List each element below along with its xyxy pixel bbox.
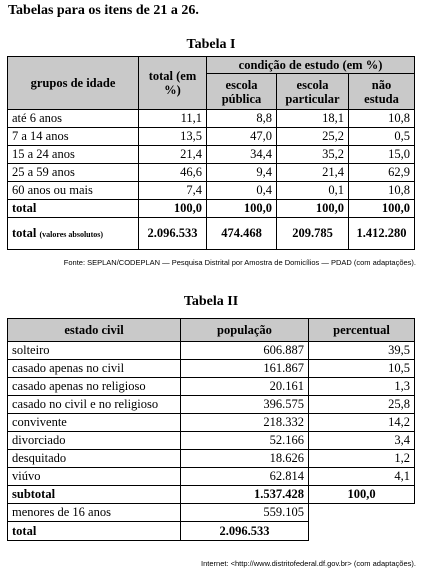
subtotal-label: subtotal	[8, 486, 181, 504]
header-private-school: escola particular	[277, 74, 349, 110]
cell-public: 0,4	[207, 182, 277, 200]
table2-source: Internet: <http://www.distritofederal.df.gov.br> (com adaptações).	[201, 559, 416, 568]
header-age-groups: grupos de idade	[8, 57, 139, 110]
row-label: 60 anos ou mais	[8, 182, 139, 200]
table-row	[8, 146, 415, 164]
table-row	[8, 110, 415, 128]
cell-percentage: 1,2	[309, 450, 415, 468]
cell-public: 474.468	[207, 218, 277, 250]
cell-private: 100,0	[277, 200, 349, 218]
grand-total-row	[8, 522, 415, 541]
cell-total: 2.096.533	[139, 218, 207, 250]
cell-percentage: 100,0	[309, 486, 415, 504]
cell-total: 13,5	[139, 128, 207, 146]
row-label: 7 a 14 anos	[8, 128, 139, 146]
total-label: total	[8, 200, 139, 218]
cell-percentage: 10,5	[309, 360, 415, 378]
cell-not-studying: 10,8	[349, 110, 415, 128]
header-not-studying: não estuda	[349, 74, 415, 110]
cell-public: 34,4	[207, 146, 277, 164]
cell-private: 25,2	[277, 128, 349, 146]
cell-private: 209.785	[277, 218, 349, 250]
table-row	[8, 378, 415, 396]
cell-percentage: 4,1	[309, 468, 415, 486]
table1-source: Fonte: SEPLAN/CODEPLAN — Pesquisa Distrital por Amostra de Domicílios — PDAD (com adaptações).	[63, 258, 416, 267]
subtotal-row	[8, 486, 415, 504]
table-row	[8, 450, 415, 468]
row-label: 15 a 24 anos	[8, 146, 139, 164]
absolute-label-small: (valores absolutos)	[39, 229, 104, 239]
cell-population: 52.166	[181, 432, 309, 450]
cell-population: 161.867	[181, 360, 309, 378]
cell-not-studying: 10,8	[349, 182, 415, 200]
row-label: casado apenas no religioso	[8, 378, 181, 396]
cell-private: 18,1	[277, 110, 349, 128]
cell-private: 21,4	[277, 164, 349, 182]
absolute-values-row	[8, 218, 415, 250]
table-row	[8, 396, 415, 414]
minors-label: menores de 16 anos	[8, 504, 181, 522]
row-label: convivente	[8, 414, 181, 432]
cell-percentage: 3,4	[309, 432, 415, 450]
cell-population: 18.626	[181, 450, 309, 468]
cell-not-studying: 62,9	[349, 164, 415, 182]
table-row	[8, 342, 415, 360]
cell-private: 35,2	[277, 146, 349, 164]
absolute-label: total (valores absolutos)	[8, 218, 139, 250]
cell-population: 2.096.533	[181, 522, 309, 541]
header-total-pct: total (em %)	[139, 57, 207, 110]
cell-percentage: 39,5	[309, 342, 415, 360]
table-row	[8, 360, 415, 378]
section-heading: Tabelas para os itens de 21 a 26.	[8, 3, 199, 18]
cell-total: 100,0	[139, 200, 207, 218]
row-label: 25 a 59 anos	[8, 164, 139, 182]
cell-percentage: 1,3	[309, 378, 415, 396]
row-label: solteiro	[8, 342, 181, 360]
table-row	[8, 414, 415, 432]
row-label: até 6 anos	[8, 110, 139, 128]
cell-population: 20.161	[181, 378, 309, 396]
cell-not-studying: 1.412.280	[349, 218, 415, 250]
table2-title: Tabela II	[183, 294, 239, 309]
cell-public: 9,4	[207, 164, 277, 182]
table2	[7, 318, 415, 541]
cell-private: 0,1	[277, 182, 349, 200]
cell-population: 559.105	[181, 504, 309, 522]
table1	[7, 56, 415, 250]
minors-row	[8, 504, 415, 522]
row-label: divorciado	[8, 432, 181, 450]
empty-cell	[309, 504, 415, 522]
header-study-condition: condição de estudo (em %)	[207, 57, 415, 74]
cell-percentage: 14,2	[309, 414, 415, 432]
table-row	[8, 432, 415, 450]
header-population: população	[181, 319, 309, 342]
cell-total: 21,4	[139, 146, 207, 164]
row-label: casado apenas no civil	[8, 360, 181, 378]
cell-not-studying: 15,0	[349, 146, 415, 164]
row-label: viúvo	[8, 468, 181, 486]
cell-percentage: 25,8	[309, 396, 415, 414]
header-percentage: percentual	[309, 319, 415, 342]
row-label: casado no civil e no religioso	[8, 396, 181, 414]
table1-title: Tabela I	[186, 37, 236, 52]
cell-total: 7,4	[139, 182, 207, 200]
total-row	[8, 200, 415, 218]
cell-population: 396.575	[181, 396, 309, 414]
table-row	[8, 182, 415, 200]
cell-total: 46,6	[139, 164, 207, 182]
header-public-school: escola pública	[207, 74, 277, 110]
cell-population: 606.887	[181, 342, 309, 360]
cell-not-studying: 100,0	[349, 200, 415, 218]
cell-population: 218.332	[181, 414, 309, 432]
header-marital-status: estado civil	[8, 319, 181, 342]
cell-public: 47,0	[207, 128, 277, 146]
cell-population: 1.537.428	[181, 486, 309, 504]
table-row	[8, 164, 415, 182]
table-row	[8, 468, 415, 486]
table-row	[8, 128, 415, 146]
empty-cell	[309, 522, 415, 541]
cell-public: 100,0	[207, 200, 277, 218]
cell-population: 62.814	[181, 468, 309, 486]
cell-public: 8,8	[207, 110, 277, 128]
row-label: desquitado	[8, 450, 181, 468]
grand-total-label: total	[8, 522, 181, 541]
cell-total: 11,1	[139, 110, 207, 128]
cell-not-studying: 0,5	[349, 128, 415, 146]
